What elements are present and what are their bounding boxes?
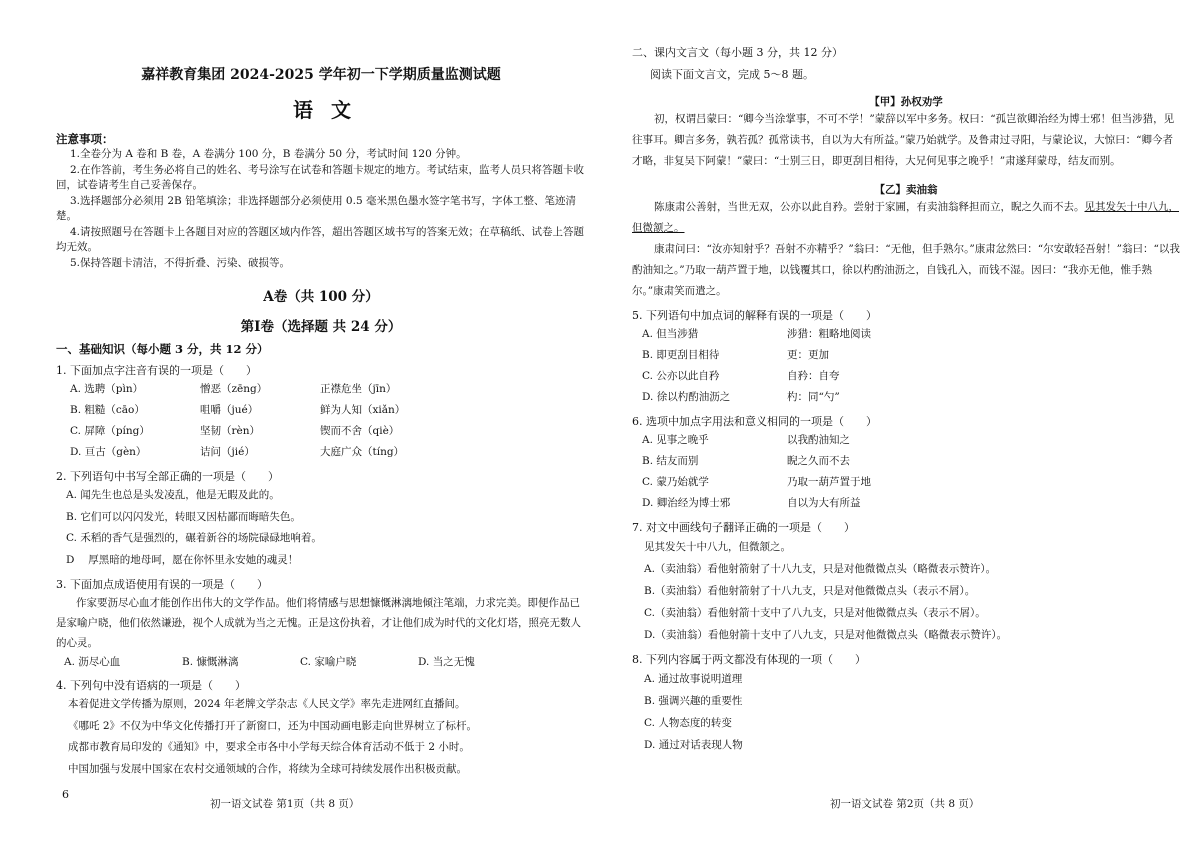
option-cell: A. 沥尽心血: [64, 656, 121, 668]
question-4-options: [56, 694, 586, 780]
exam-title: 嘉祥教育集团 2024-2025 学年初一下学期质量监测试题: [141, 67, 501, 83]
question-3-stem: 3. 下面加点成语使用有误的一项是（ ）: [56, 578, 268, 591]
passage-2-part-a: 陈康肃公善射，当世无双，公亦以此自矜。尝射于家圃，有卖油翁释担而立，睨之久而不去。: [654, 201, 1085, 213]
option-line: D. 通过对话表现人物: [644, 739, 743, 751]
option-line: B. 强调兴趣的重要性: [644, 695, 743, 707]
question-7-stem: 7. 对文中画线句子翻译正确的一项是（ ）: [632, 521, 855, 534]
page-two: [600, 0, 1200, 849]
passage-2-text: [632, 197, 1180, 239]
option-word: D. 卿治经为博士邪: [642, 497, 731, 509]
option-line: A. 闻先生也总是头发凌乱，他是无暇及此的。: [66, 489, 280, 501]
passage-1-text: 初，权谓吕蒙曰：“卿今当涂掌事，不可不学！”蒙辞以军中多务。权曰：“孤岂欲卿治经为博士邪！但当涉猎，见往事耳。卿言多务，孰若孤？孤常读书，自以为大有所益。”蒙乃始就学。及鲁肃过寻阳，与蒙论议，大惊曰：“卿今者才略，非复吴下阿蒙！”蒙曰：“士别三日，即更刮目相待，大兄何见事之晚乎！”肃遂拜蒙母，结友而别。: [632, 113, 1175, 167]
note-item: 4.请按照题号在答题卡上各题目对应的答题区域内作答，超出答题区域书写的答案无效；在草稿纸、试卷上答题均无效。: [56, 225, 585, 253]
passage-2-title: 【乙】卖油翁: [874, 184, 938, 196]
subject-title: 语文: [293, 98, 369, 122]
option-meaning: 杓：同“勺”: [787, 391, 840, 403]
option-cell: 鲜为人知（xiǎn）: [320, 404, 406, 416]
section-two-heading: 二、课内文言文（每小题 3 分，共 12 分）: [632, 46, 843, 59]
page-footer: 初一语文试卷 第2页（共 8 页）: [830, 798, 980, 810]
option-cell: 大庭广众（tíng）: [320, 446, 405, 458]
question-7-sentence: 见其发矢十中八九，但微颔之。: [644, 541, 791, 553]
option-cell: A. 选聘（pìn）: [70, 383, 144, 395]
question-6-stem: 6. 选项中加点字用法和意义相同的一项是（ ）: [632, 415, 877, 428]
note-item: 2.在作答前，考生务必将自己的姓名、考号涂写在试卷和答题卡规定的地方。考试结束，监考人员只将答题卡收回，试卷请考生自己妥善保存。: [56, 163, 585, 191]
question-1-options: [56, 379, 586, 463]
option-meaning: 自矜：自夸: [787, 370, 840, 382]
option-cell: D. 当之无愧: [418, 656, 475, 668]
note-item: 5.保持答题卡清洁，不得折叠、污染、破损等。: [70, 256, 291, 269]
question-2-stem: 2. 下列语句中书写全部正确的一项是（ ）: [56, 470, 279, 483]
option-line: A.（卖油翁）看他射箭射了十八九支，只是对他微微点头（略微表示赞许）。: [644, 563, 997, 575]
question-8-options: [632, 668, 1180, 756]
option-line: B.（卖油翁）看他射箭射了十八九支，只是对他微微点头（表示不屑）。: [644, 585, 976, 597]
option-meaning: 涉猎：粗略地阅读: [787, 328, 871, 340]
option-line: 成都市教育局印发的《通知》中，要求全市各中小学每天综合体育活动不低于 2 小时。: [68, 741, 470, 753]
notes-heading: 注意事项：: [56, 132, 114, 146]
option-line: D 厚黑暗的地母呵，愿在你怀里永安她的魂灵！: [66, 553, 299, 566]
option-word: B. 即更刮目相待: [642, 349, 720, 361]
option-line: C. 人物态度的转变: [644, 717, 732, 729]
option-cell: 锲而不舍（qiè）: [320, 425, 400, 437]
option-word: D. 徐以杓酌油沥之: [642, 391, 731, 403]
option-cell: 正襟危坐（jīn）: [320, 383, 397, 395]
section-a-heading: A卷（共 100 分）: [263, 289, 379, 305]
question-1-stem: 1. 下面加点字注音有误的一项是（ ）: [56, 364, 257, 377]
question-6-options: [632, 430, 1180, 514]
option-line: D.（卖油翁）看他射箭十支中了八九支，只是对他微微点头（略微表示赞许）。: [644, 629, 1008, 641]
underlined-sentence: 见其发矢十中八九，但微颔之。: [632, 201, 1179, 234]
passage-2-continued: 康肃问曰：“汝亦知射乎？吾射不亦精乎？”翁曰：“无他，但手熟尔。”康肃忿然曰：“尔安敢轻吾射！”翁曰：“以我酌油知之。”乃取一葫芦置于地，以钱覆其口，徐以杓酌油沥之，自钱孔入，而钱不湿。因曰：“我亦无他，惟手熟尔。”康肃笑而遣之。: [632, 243, 1180, 297]
option-cell: C. 家喻户晓: [300, 656, 357, 668]
option-cell: B. 粗糙（cāo）: [70, 404, 145, 416]
option-line: 《哪吒 2》不仅为中华文化传播打开了新窗口，还为中国动画电影走向世界树立了标杆。: [68, 719, 478, 732]
question-5-stem: 5. 下列语句中加点词的解释有误的一项是（ ）: [632, 309, 877, 322]
option-line: C. 禾稻的香气是强烈的，碾着新谷的场院碌碌地响着。: [66, 532, 322, 544]
option-meaning: 自以为大有所益: [787, 497, 861, 509]
option-word: C. 公亦以此自矜: [642, 370, 720, 382]
option-word: C. 蒙乃始就学: [642, 476, 709, 488]
option-cell: 憎恶（zēng）: [200, 383, 268, 395]
option-cell: D. 亘古（gèn）: [70, 446, 147, 458]
option-meaning: 更：更加: [787, 349, 829, 361]
option-line: C.（卖油翁）看他射箭十支中了八九支，只是对他微微点头（表示不屑）。: [644, 607, 986, 619]
option-meaning: 睨之久而不去: [787, 455, 850, 467]
question-3-options: [56, 653, 586, 672]
option-word: A. 见事之晚乎: [642, 434, 709, 446]
note-item: 1.全卷分为 A 卷和 B 卷，A 卷满分 100 分，B 卷满分 50 分，考试时间 120 分钟。: [70, 148, 467, 160]
page-footer: 初一语文试卷 第1页（共 8 页）: [210, 798, 360, 810]
option-cell: B. 慷慨淋漓: [182, 656, 239, 668]
passage-1-title: 【甲】孙权劝学: [869, 96, 943, 108]
option-line: 本着促进文学传播为原则，2024 年老牌文学杂志《人民文学》率先走进网红直播间。: [68, 698, 466, 710]
note-item: 3.选择题部分必须用 2B 铅笔填涂；非选择题部分必须使用 0.5 毫米黑色墨水签字笔书写，字体工整、笔迹清楚。: [56, 194, 576, 222]
question-7-options: [632, 558, 1180, 646]
option-cell: 咀嚼（jué）: [200, 404, 259, 416]
option-word: B. 结友而别: [642, 455, 699, 467]
option-cell: C. 屏障（píng）: [70, 425, 150, 437]
corner-mark: 6: [62, 788, 69, 801]
question-8-stem: 8. 下列内容属于两文都没有体现的一项（ ）: [632, 653, 866, 666]
option-line: 中国加强与发展中国家在农村交通领域的合作，将续为全球可持续发展作出积极贡献。: [68, 762, 467, 775]
option-meaning: 以我酌油知之: [787, 434, 850, 446]
question-3-passage: 作家要沥尽心血才能创作出伟大的文学作品。他们将情感与思想慷慨淋漓地倾注笔端，力求完美。即便作品已是家喻户晓，他们依然谦逊，视个人成就为当之无愧。正是这份执着，才让他们成为时代的文化灯塔，照亮无数人的心灵。: [56, 597, 581, 649]
option-line: A. 通过故事说明道理: [644, 673, 743, 685]
question-4-stem: 4. 下列句中没有语病的一项是（ ）: [56, 679, 246, 692]
section-one-heading: 一、基础知识（每小题 3 分，共 12 分）: [56, 342, 269, 356]
option-line: B. 它们可以闪闪发光，转眼又因枯鄙而晦暗失色。: [66, 510, 301, 523]
option-word: A. 但当涉猎: [642, 328, 699, 340]
part-one-heading: 第Ⅰ卷（选择题 共 24 分）: [240, 319, 402, 335]
option-cell: 坚韧（rèn）: [200, 425, 260, 437]
reading-instruction: 阅读下面文言文，完成 5～8 题。: [650, 68, 814, 81]
notes-list: [56, 147, 586, 271]
question-2-options: [56, 485, 586, 571]
option-cell: 诘问（jié）: [200, 446, 255, 458]
option-meaning: 乃取一葫芦置于地: [787, 476, 871, 488]
question-5-options: [632, 324, 1180, 408]
